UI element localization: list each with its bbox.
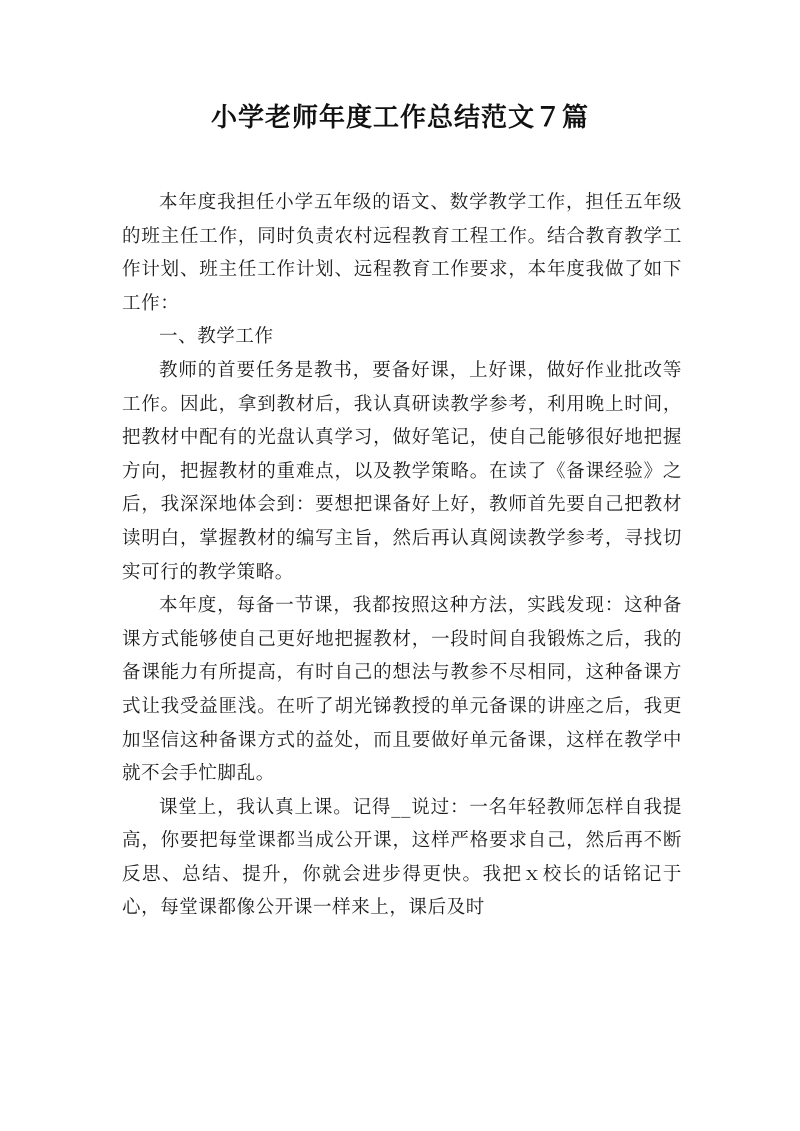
document-body <box>122 186 682 925</box>
paragraph-intro: 本年度我担任小学五年级的语文、数学教学工作，担任五年级的班主任工作，同时负责农村远程教育工程工作。结合教育教学工作计划、班主任工作计划、远程教育工作要求，本年度我做了如下工作： <box>122 192 682 314</box>
section-heading-teaching: 一、教学工作 <box>159 326 274 348</box>
paragraph-prep-practice: 本年度，每备一节课，我都按照这种方法，实践发现：这种备课方式能够使自己更好地把握教材，一段时间自我锻炼之后，我的备课能力有所提高，有时自己的想法与教参不尽相同，这种备课方式让我受益匪浅。在听了胡光锑教授的单元备课的讲座之后，我更加坚信这种备课方式的益处，而且要做好单元备课，这样在教学中就不会手忙脚乱。 <box>122 595 682 785</box>
paragraph-classroom: 课堂上，我认真上课。记得__说过：一名年轻教师怎样自我提高，你要把每堂课都当成公开课，这样严格要求自己，然后再不断反思、总结、提升，你就会进步得更快。我把ｘ校长的话铭记于心，每堂课都像公开课一样来上，课后及时 <box>122 796 682 919</box>
paragraph-lesson-prep: 教师的首要任务是教书，要备好课，上好课，做好作业批改等工作。因此，拿到教材后，我认真研读教学参考，利用晚上时间，把教材中配有的光盘认真学习，做好笔记，使自己能够很好地把握方向，把握教材的重难点，以及教学策略。在读了《备课经验》之后，我深深地体会到：要想把课备好上好，教师首先要自己把教材读明白，掌握教材的编写主旨，然后再认真阅读教学参考，寻找切实可行的教学策略。 <box>122 359 682 583</box>
document-title: 小学老师年度工作总结范文７篇 <box>210 103 589 133</box>
